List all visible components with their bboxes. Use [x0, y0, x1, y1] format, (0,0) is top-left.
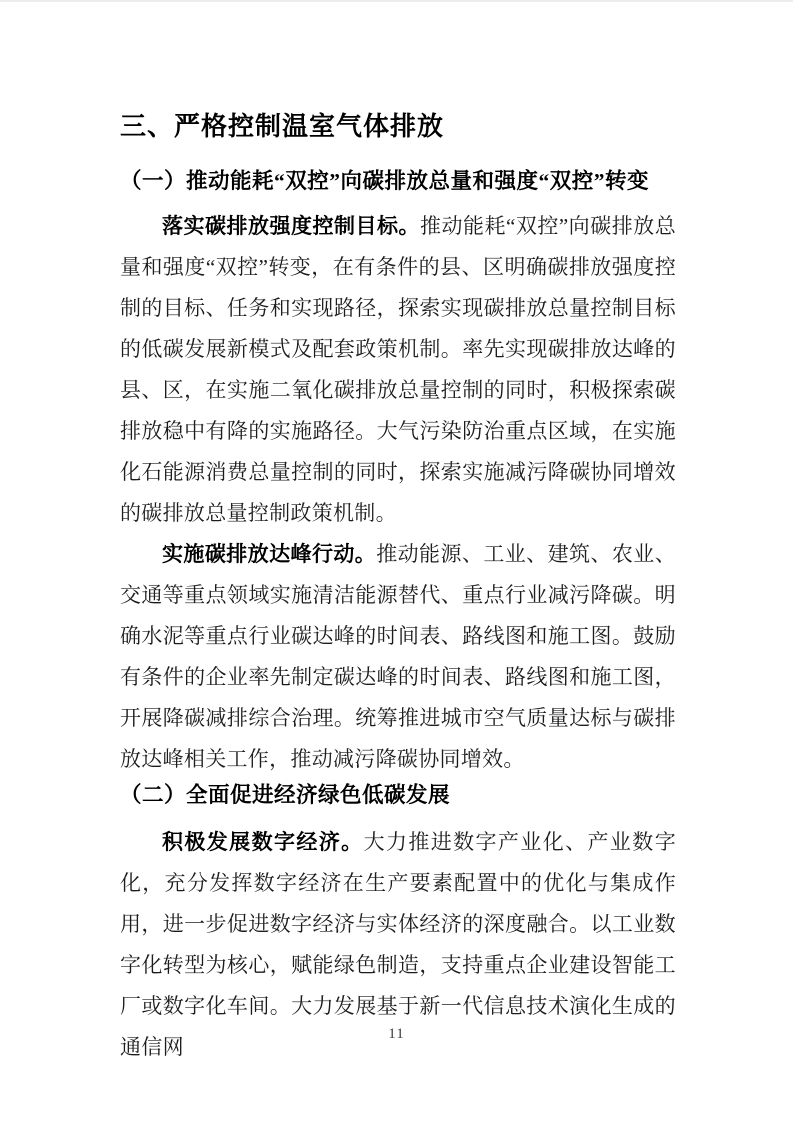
paragraph-text: 推动能源、工业、建筑、农业、交通等重点领域实施清洁能源替代、重点行业减污降碳。明确水泥等重点行业碳达峰的时间表、路线图和施工图。鼓励有条件的企业率先制定碳达峰的时间表、路线图和施工图，开展降碳减排综合治理。统筹推进城市空气质量达标与碳排放达峰相关工作，推动减污降碳协同增效。 [120, 542, 676, 771]
chapter-heading: 三、严格控制温室气体排放 [120, 111, 445, 141]
paragraph [120, 534, 676, 780]
scan-edge [0, 0, 793, 2]
paragraph-lead: 实施碳排放达峰行动。 [162, 542, 377, 566]
subsection-heading-2: （二）全面促进经济绿色低碳发展 [120, 783, 451, 807]
paragraph-text: 大力推进数字产业化、产业数字化，充分发挥数字经济在生产要素配置中的优化与集成作用，进一步促进数字经济与实体经济的深度融合。以工业数字化转型为核心，赋能绿色制造，支持重点企业建设智能工厂或数字化车间。大力发展基于新一代信息技术演化生成的通信网 [120, 830, 676, 1059]
page-number: 11 [388, 1026, 405, 1042]
paragraph-text: 推动能耗“双控”向碳排放总量和强度“双控”转变，在有条件的县、区明确碳排放强度控制的目标、任务和实现路径，探索实现碳排放总量控制目标的低碳发展新模式及配套政策机制。率先实现碳排放达峰的县、区，在实施二氧化碳排放总量控制的同时，积极探索碳排放稳中有降的实施路径。大气污染防治重点区域，在实施化石能源消费总量控制的同时，探索实施减污降碳协同增效的碳排放总量控制政策机制。 [120, 214, 676, 525]
page-content [0, 112, 793, 1068]
subsection-heading-1: （一）推动能耗“双控”向碳排放总量和强度“双控”转变 [120, 169, 650, 193]
paragraph-lead: 落实碳排放强度控制目标。 [162, 214, 421, 238]
paragraph-lead: 积极发展数字经济。 [162, 830, 364, 854]
paragraph [120, 206, 676, 534]
